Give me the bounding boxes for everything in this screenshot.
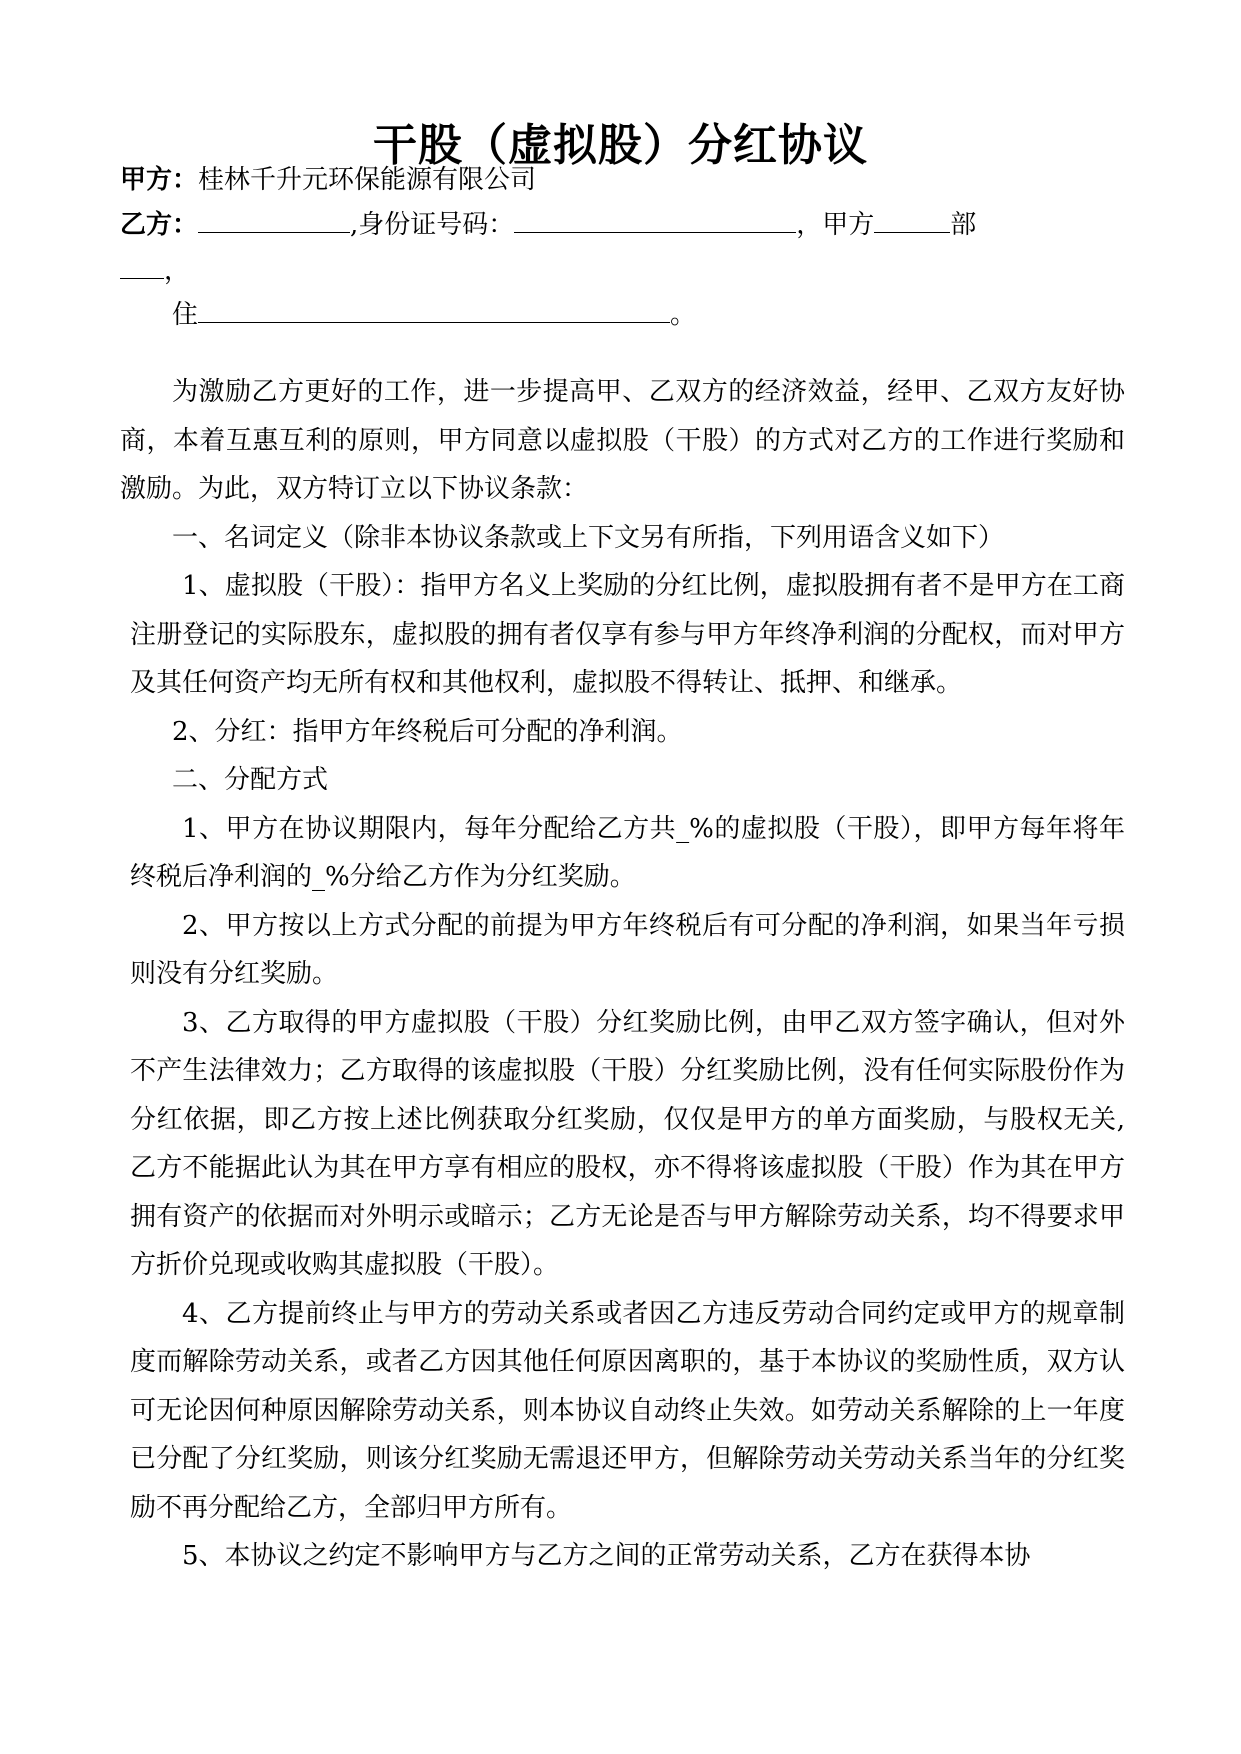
clause-distribution-3: 3、乙方取得的甲方虚拟股（干股）分红奖励比例，由甲乙双方签字确认，但对外不产生法律效力；乙方取得的该虚拟股（干股）分红奖励比例，没有任何实际股份作为分红依据，即乙方按上述比例获取分红奖励，仅仅是甲方的单方面奖励，与股权无关,乙方不能据此认为其在甲方享有相应的股权，亦不得将该虚拟股（干股）作为其在甲方拥有资产的依据而对外明示或暗示；乙方无论是否与甲方解除劳动关系，均不得要求甲方折价兑现或收购其虚拟股（干股）。 [130, 1007, 1125, 1280]
clause-distribution-2: 2、甲方按以上方式分配的前提为甲方年终税后有可分配的净利润，如果当年亏损则没有分红奖励。 [130, 910, 1125, 989]
clause-definition-dividend: 2、分红：指甲方年终税后可分配的净利润。 [172, 716, 683, 747]
id-number-label: ,身份证号码： [350, 210, 515, 240]
document-body [120, 368, 1125, 1581]
department-suffix: 部 [950, 210, 977, 240]
party-b-line [120, 206, 976, 243]
clause-definition-virtual-share: 1、虚拟股（干股）：指甲方名义上奖励的分红比例，虚拟股拥有者不是甲方在工商注册登记的实际股东，虚拟股的拥有者仅享有参与甲方年终净利润的分配权，而对甲方及其任何资产均无所有权和其他权利，虚拟股不得转让、抵押、和继承。 [130, 571, 1125, 698]
address-end: 。 [670, 300, 697, 330]
clause-distribution-4: 4、乙方提前终止与甲方的劳动关系或者因乙方违反劳动合同约定或甲方的规章制度而解除劳动关系，或者乙方因其他任何原因离职的，基于本协议的奖励性质，双方认可无论因何种原因解除劳动关系，则本协议自动终止失效。如劳动关系解除的上一年度已分配了分红奖励，则该分红奖励无需退还甲方，但解除劳动关劳动关系当年的分红奖励不再分配给乙方，全部归甲方所有。 [130, 1298, 1125, 1523]
clause-distribution-1: 1、甲方在协议期限内，每年分配给乙方共_%的虚拟股（干股），即甲方每年将年终税后净利润的_%分给乙方作为分红奖励。 [130, 813, 1125, 892]
address-line [172, 296, 696, 333]
department-blank [874, 206, 950, 233]
address-blank [198, 296, 670, 323]
party-a-label: 甲方： [120, 165, 199, 195]
clause-distribution-5: 5、本协议之约定不影响甲方与乙方之间的正常劳动关系，乙方在获得本协 [182, 1541, 1031, 1571]
document-title: 干股（虚拟股）分红协议 [373, 120, 868, 171]
section-heading-distribution: 二、分配方式 [172, 765, 329, 795]
section-heading-definitions: 一、名词定义（除非本协议条款或上下文另有所指，下列用语含义如下） [172, 522, 1005, 553]
party-b-label: 乙方： [120, 210, 199, 240]
party-b-line-2 [120, 252, 190, 289]
party-a-line [120, 162, 536, 198]
party-a-value: 桂林千升元环保能源有限公司 [198, 165, 537, 195]
address-label: 住 [172, 300, 199, 330]
intro-paragraph: 为激励乙方更好的工作，进一步提高甲、乙双方的经济效益，经甲、乙双方友好协商，本着互惠互利的原则，甲方同意以虚拟股（干股）的方式对乙方的工作进行奖励和激励。为此，双方特订立以下协议条款： [120, 377, 1125, 504]
id-number-blank [514, 206, 796, 233]
position-blank [120, 252, 164, 279]
party-b-line2-tail: ， [164, 256, 191, 286]
department-label: ，甲方 [796, 210, 875, 240]
party-b-name-blank [198, 206, 350, 233]
